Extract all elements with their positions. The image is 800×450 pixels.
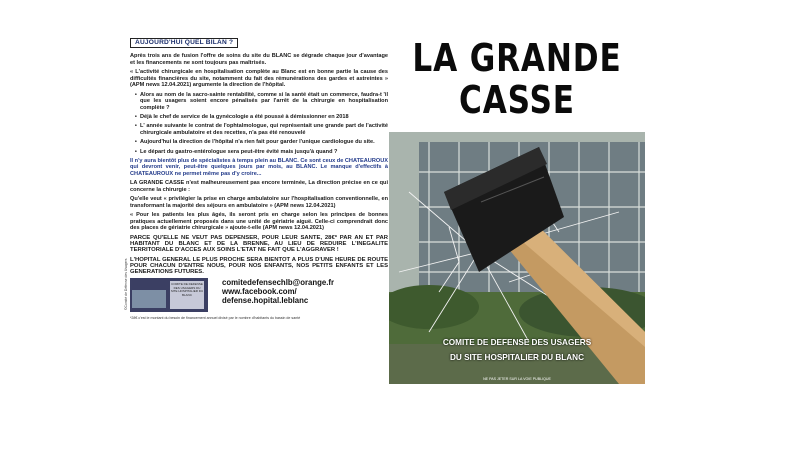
disposal-note: NE PAS JETER SUR LA VOIE PUBLIQUE xyxy=(483,377,551,381)
facebook-link[interactable]: www.facebook.com/ xyxy=(222,287,297,297)
section-heading: AUJOURD'HUI QUEL BILAN ? xyxy=(130,38,238,48)
contact-block xyxy=(222,278,334,305)
caps-statement-2: L'HOPITAL GENERAL LE PLUS PROCHE SERA BIENTOT A PLUS D'UNE HEURE DE ROUTE POUR CHACUN D'ENTRE NOUS, POUR NOS ENFANTS, NOS PETITS ENFANTS ET LES GENERATIONS FUTURES. xyxy=(130,256,388,276)
contact-row xyxy=(130,278,388,312)
geriatric-quote: « Pour les patients les plus âgés, ils seront pris en charge selon les principes de bonnes pratiques actuellement proposés dans une unité de gériatrie aiguë. Celle-ci comprendrait donc des places de gériatrie chirurgicale » ajoute-t-elle (APM news 12.04.2021) xyxy=(130,212,388,232)
specialists-paragraph: Il n'y aura bientôt plus de spécialistes à temps plein au BLANC. Ce sont ceux de CHATEAUROUX qui devront venir, peut-être quelques jours par mois, au BLANC. Le manque d'effectifs à CHATEAUROUX ne permet même pas d'y croire... xyxy=(130,158,388,177)
cover-title-line-2: CASSE xyxy=(459,78,575,122)
ambulatory-quote: Qu'elle veut « privilégier la prise en charge ambulatoire sur l'hospitalisation conventionnelle, en transformant la majorité des séjours en ambulatoire » (APM news 12.04.2021) xyxy=(130,196,388,209)
cover-panel xyxy=(389,30,645,384)
quote-paragraph: « L'activité chirurgicale en hospitalisation complète au Blanc est en bonne partie la cause des difficultés financières du site, notamment du fait des rémunérations des gardes et astreintes » (APM news 12.04.2021) argumente la direction de l'hôpital. xyxy=(130,69,388,89)
bullet-item: • Déjà le chef de service de la gynécologie a été poussé à démissionner en 2018 xyxy=(140,114,388,120)
committee-line-2: DU SITE HOSPITALIER DU BLANC xyxy=(449,353,585,362)
thumbnail-photo xyxy=(132,290,166,308)
footnote: *28€ c'est le montant du besoin de financement annuel divisé par le nombre d'habitants du bassin de santé xyxy=(130,316,301,321)
committee-line-1: COMITE DE DEFENSE DES USAGERS xyxy=(442,338,592,347)
bullet-item: • Le départ du gastro-entérologue sera peut-être évité mais jusqu'à quand ? xyxy=(140,149,388,155)
vertical-credit: ©Comité de Défense des Usagers xyxy=(124,258,128,310)
intro-paragraph: Après trois ans de fusion l'offre de soins du site du BLANC se dégrade chaque jour d'avantage et les financements ne sont toujours pas maîtrisés. xyxy=(130,53,388,66)
facebook-link-path[interactable]: defense.hopital.leblanc xyxy=(222,296,309,306)
bullet-item: • L' année suivante le contrat de l'ophtalmologue, qui représentait une grande part de l'activité chirurgicale ambulatoire et des recettes, n'a pas été renouvelé xyxy=(140,123,388,136)
bullet-item: • Alors au nom de la sacro-sainte rentabilité, comme si la santé était un commerce, faudra-t 'il que les usagers soient encore pénalisés par l'arrêt de la chirurgie en hospitalisation complète ? xyxy=(140,92,388,111)
thumbnail-label-box xyxy=(170,281,204,309)
leaflet-thumbnail xyxy=(130,278,208,312)
grande-casse-paragraph: LA GRANDE CASSE n'est malheureusement pas encore terminée, La direction précise en ce qui concerne la chirurgie : xyxy=(130,180,388,193)
caps-statement-1: PARCE QU'ELLE NE VEUT PAS DEPENSER, POUR LEUR SANTE, 28€* PAR AN ET PAR HABITANT DU BLANC ET DE LA BRENNE, AU LIEU DE REDUIRE L'INEGALITE TERRITORIALE D'ACCES AUX SOINS L'ETAT NE FAIT QUE L'AGGRAVER ! xyxy=(130,234,388,254)
bullet-item: • Aujourd'hui la direction de l'hôpital n'a rien fait pour garder l'unique cardiologue du site. xyxy=(140,139,388,145)
left-panel xyxy=(130,38,388,390)
email-link[interactable]: comitedefensechlb@orange.fr xyxy=(222,278,335,288)
thumbnail-label: COMITE DE DEFENSE DES USAGERS DU SITE HOSPITALIER DU BLANC xyxy=(170,282,204,297)
cover-title-line-1: LA GRANDE xyxy=(412,36,622,80)
bullet-list xyxy=(130,92,388,155)
